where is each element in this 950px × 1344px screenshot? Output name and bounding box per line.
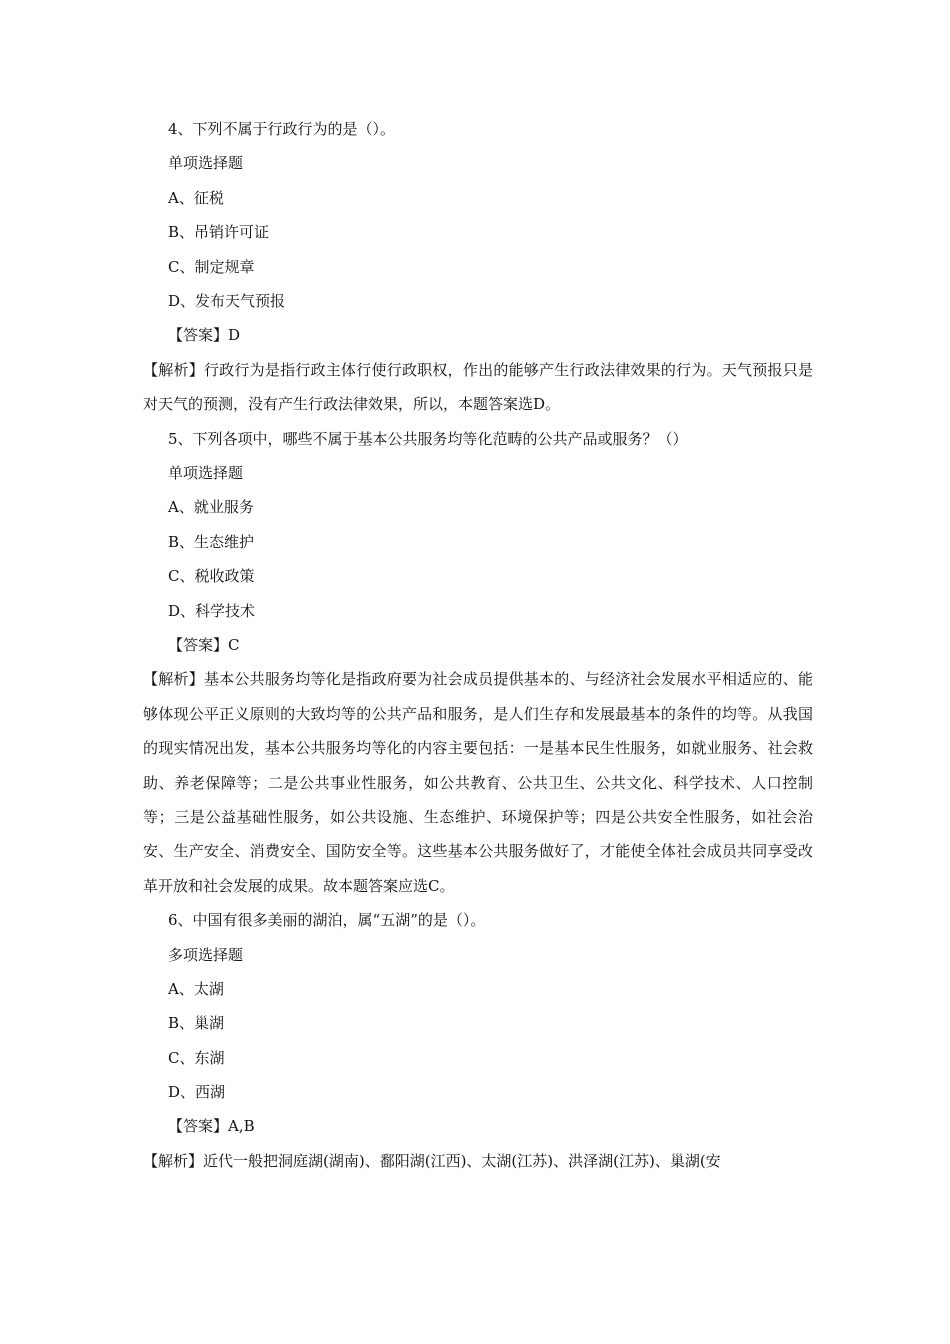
answer-label: 【答案】 [168,635,229,654]
option-d: D、发布天气预报 [168,291,286,310]
answer-line [143,318,813,352]
analysis-label: 【解析】 [143,360,204,379]
option-b: B、吊销许可证 [168,223,270,242]
answer-value: C [228,635,240,654]
answer-label: 【答案】 [168,1117,229,1136]
analysis-text: 行政行为是指行政主体行使行政职权，作出的能够产生行政法律效果的行为。天气预报只是对天气的预测，没有产生行政法律效果，所以，本题答案选D。 [143,360,813,414]
option-a: A、就业服务 [168,498,254,517]
option-c: C、税收政策 [168,567,255,586]
option-a: A、征税 [168,188,224,207]
page-content [143,112,813,1178]
question-type: 单项选择题 [168,463,244,482]
question-stem: 6、中国有很多美丽的湖泊，属“五湖”的是（）。 [168,911,486,930]
analysis-text: 基本公共服务均等化是指政府要为社会成员提供基本的、与经济社会发展水平相适应的、能够体现公平正义原则的大致均等的公共产品和服务，是人们生存和发展最基本的条件的均等。从我国的现实情况出发，基本公共服务均等化的内容主要包括：一是基本民生性服务，如就业服务、社会救助、养老保障等；二是公共事业性服务，如公共教育、公共卫生、公共文化、科学技术、人口控制等；三是公益基础性服务，如公共设施、生态维护、环境保护等；四是公共安全性服务，如社会治安、生产安全、消费安全、国防安全等。这些基本公共服务做好了，才能使全体社会成员共同享受改革开放和社会发展的成果。故本题答案应选C。 [143,670,813,895]
analysis-text: 近代一般把洞庭湖(湖南)、鄱阳湖(江西)、太湖(江苏)、洪泽湖(江苏)、巢湖(安 [203,1151,721,1170]
option-d: D、科学技术 [168,601,256,620]
analysis-paragraph [143,1144,813,1178]
option-b: B、巢湖 [168,1014,225,1033]
analysis-paragraph [143,662,813,903]
option-d: D、西湖 [168,1083,226,1102]
option-c: C、制定规章 [168,257,255,276]
analysis-label: 【解析】 [143,1151,204,1170]
answer-value: D [228,326,241,345]
analysis-paragraph [143,353,813,422]
option-a: A、太湖 [168,979,224,998]
option-b: B、生态维护 [168,532,255,551]
question-type: 多项选择题 [168,945,244,964]
question-stem: 4、下列不属于行政行为的是（）。 [168,120,396,138]
question-stem: 5、下列各项中，哪些不属于基本公共服务均等化范畴的公共产品或服务？（） [168,429,688,448]
question-type: 单项选择题 [168,154,244,173]
analysis-label: 【解析】 [143,670,204,689]
answer-value: A,B [228,1117,255,1136]
answer-label: 【答案】 [168,326,229,345]
answer-line [143,628,813,662]
answer-line [143,1109,813,1143]
option-c: C、东湖 [168,1048,225,1067]
